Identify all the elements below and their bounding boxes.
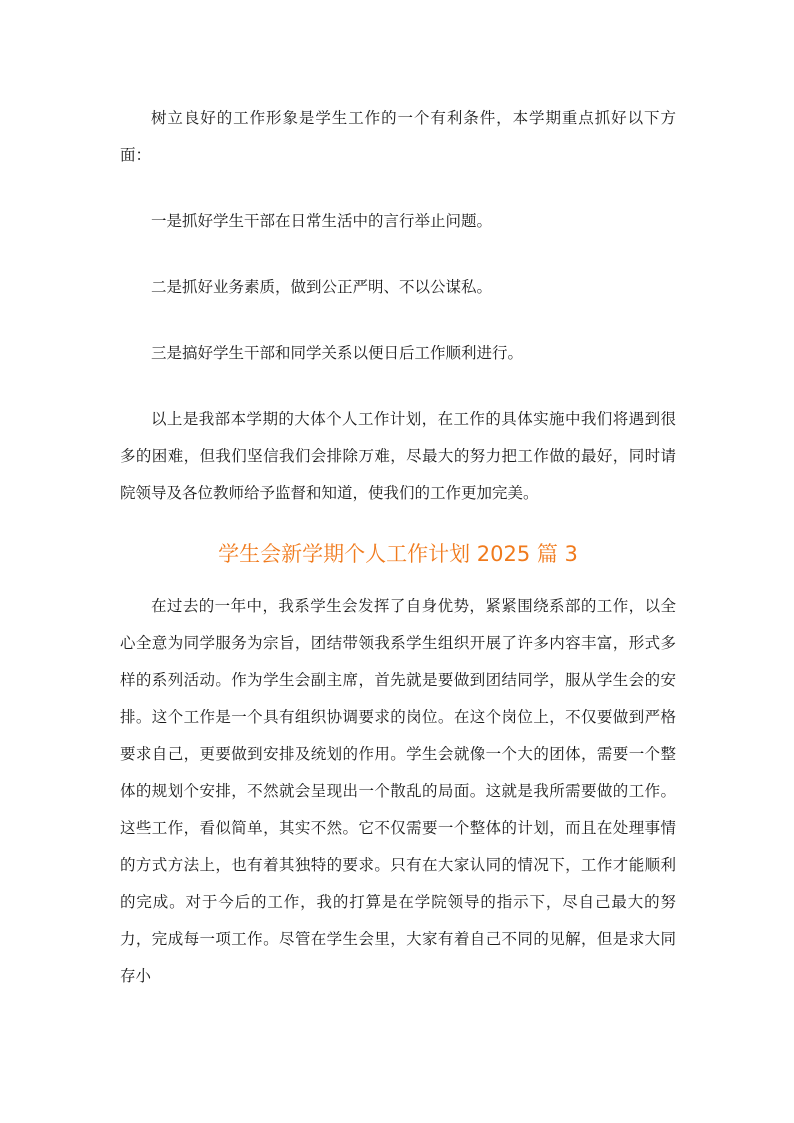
list-item-2: 二是抓好业务素质，做到公正严明、不以公谋私。	[151, 278, 493, 296]
section-heading: 学生会新学期个人工作计划 2025 篇 3	[218, 542, 578, 566]
section-3-paragraph: 在过去的一年中，我系学生会发挥了自身优势，紧紧围绕系部的工作，以全心全意为同学服务为宗旨，团结带领我系学生组织开展了许多内容丰富，形式多样的系列活动。作为学生会副主席，首先就是要做到团结同学，服从学生会的安排。这个工作是一个具有组织协调要求的岗位。在这个岗位上，不仅要做到严格要求自己，更要做到安排及统划的作用。学生会就像一个大的团体，需要一个整体的规划个安排，不然就会呈现出一个散乱的局面。这就是我所需要做的工作。这些工作，看似简单，其实不然。它不仅需要一个整体的计划，而且在处理事情的方式方法上，也有着其独特的要求。只有在大家认同的情况下，工作才能顺利的完成。对于今后的工作，我的打算是在学院领导的指示下，尽自己最大的努力，完成每一项工作。尽管在学生会里，大家有着自己不同的见解，但是求大同存小	[120, 597, 676, 985]
list-item-3: 三是搞好学生干部和同学关系以便日后工作顺利进行。	[151, 344, 524, 362]
list-item-1: 一是抓好学生干部在日常生活中的言行举止问题。	[151, 212, 493, 230]
summary-paragraph: 以上是我部本学期的大体个人工作计划，在工作的具体实施中我们将遇到很多的困难，但我们坚信我们会排除万难，尽最大的努力把工作做的最好，同时请院领导及各位教师给予监督和知道，使我们的工作更加完美。	[120, 410, 676, 502]
document-body	[120, 100, 676, 995]
intro-paragraph: 树立良好的工作形象是学生工作的一个有利条件，本学期重点抓好以下方面：	[120, 109, 676, 164]
section-3-block	[120, 588, 676, 995]
section-heading-wrap	[120, 534, 676, 574]
